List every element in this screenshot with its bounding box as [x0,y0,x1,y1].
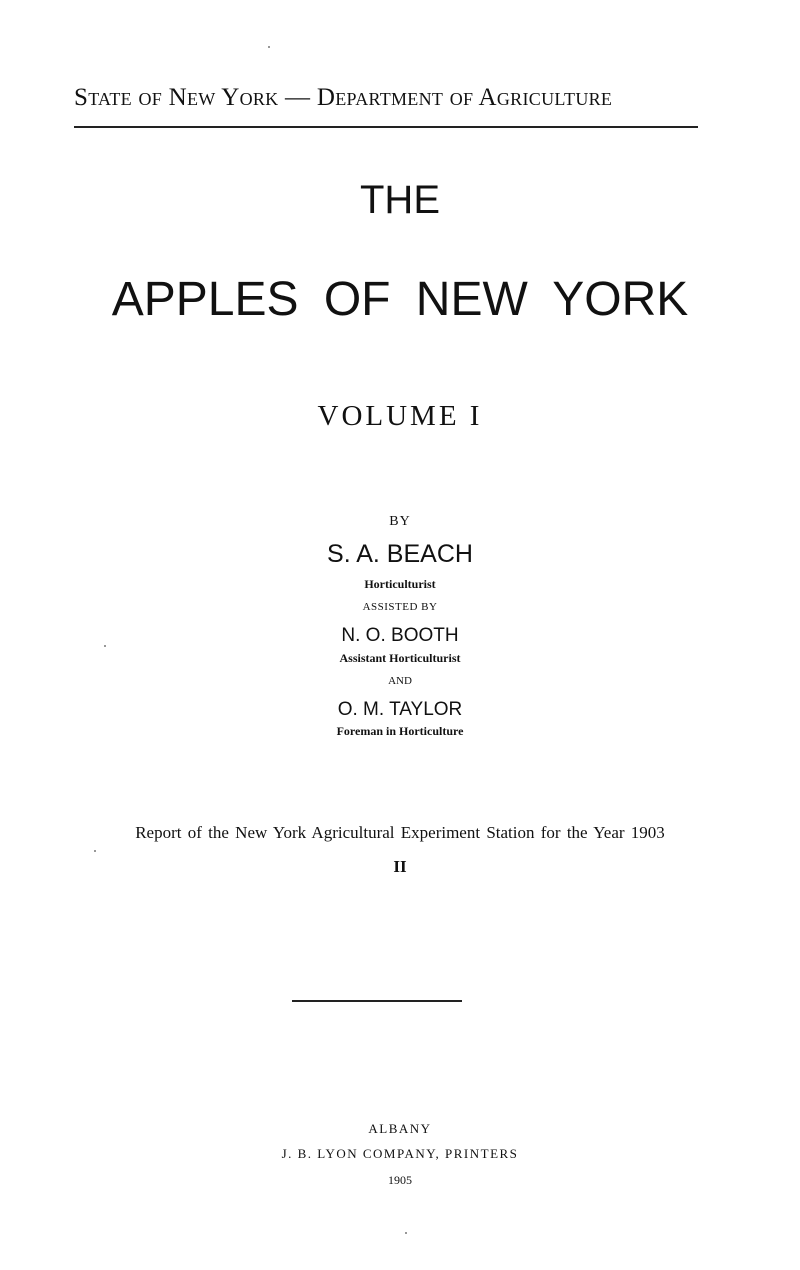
scan-speck [94,850,96,852]
report-description: Report of the New York Agricultural Experiment Station for the Year 1903 [135,823,665,842]
assistant-role: Assistant Horticulturist [339,651,461,665]
scan-speck [104,645,106,647]
imprint-place: ALBANY [368,1121,432,1136]
assistant-name: N. O. BOOTH [341,625,459,646]
author-name: S. A. BEACH [327,540,473,568]
book-title: APPLES OF NEW YORK [111,273,689,326]
department-header: State of New York — Department of Agriculture [74,84,613,111]
section-divider [292,1000,462,1002]
second-assistant-role: Foreman in Horticulture [336,724,464,738]
scan-speck [405,1232,407,1234]
title-article: THE [360,178,440,222]
and-label: AND [388,675,412,687]
imprint-printer: J. B. LYON COMPANY, PRINTERS [281,1146,519,1161]
assisted-by-label: ASSISTED BY [362,601,438,613]
scan-speck [268,46,270,48]
by-label: BY [389,514,411,529]
report-part-number: II [393,857,407,876]
header-rule [74,126,698,128]
imprint-year: 1905 [388,1173,412,1187]
volume-label: VOLUME I [317,400,483,432]
second-assistant-name: O. M. TAYLOR [337,699,463,720]
author-role: Horticulturist [364,577,436,591]
